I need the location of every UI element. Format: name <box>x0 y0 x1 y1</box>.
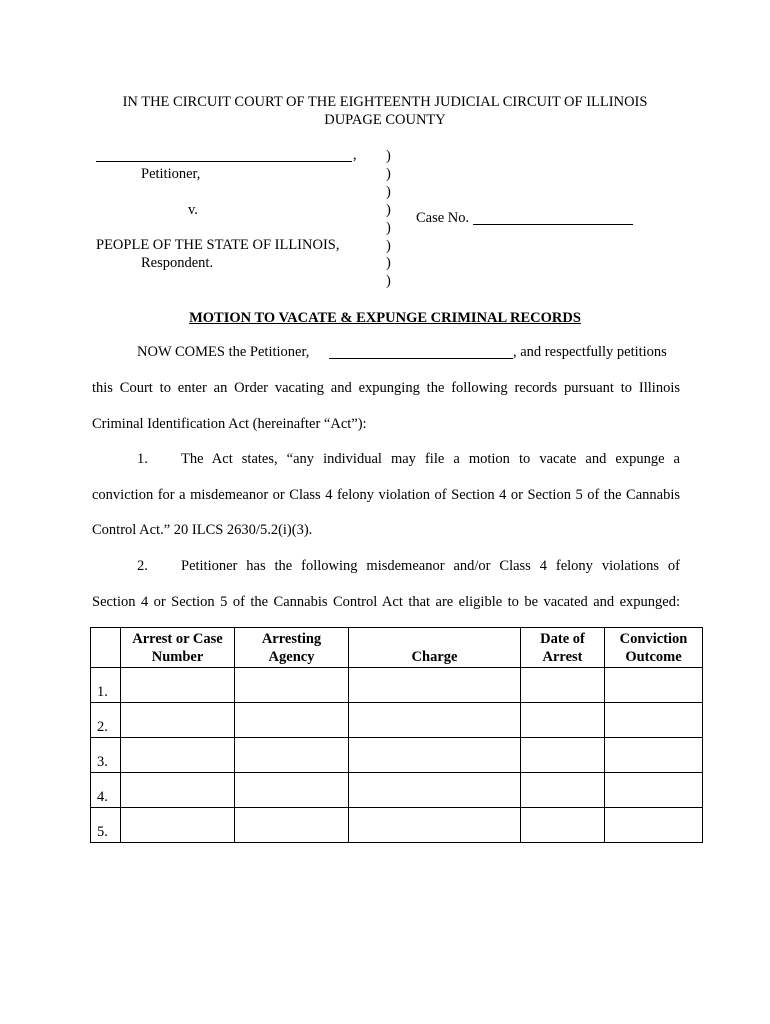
case-number-label: Case No. <box>416 210 470 226</box>
row-number: 3. <box>91 738 121 773</box>
row-number: 4. <box>91 773 121 808</box>
court-heading-county: DUPAGE COUNTY <box>324 112 446 128</box>
intro-end-text: , and respectfully petitions <box>513 344 667 360</box>
table-row <box>91 773 703 808</box>
conviction-outcome-cell[interactable] <box>605 808 703 843</box>
arrest-case-number-cell[interactable] <box>121 773 235 808</box>
row-number: 1. <box>91 668 121 703</box>
table-header-row <box>91 628 703 668</box>
intro-line-2: this Court to enter an Order vacating and expunging the following records pursuant to Illinois <box>92 380 680 396</box>
table-row <box>91 808 703 843</box>
row-number: 5. <box>91 808 121 843</box>
conviction-outcome-cell[interactable] <box>605 738 703 773</box>
header-charge: Charge <box>349 628 521 668</box>
versus-label: v. <box>188 202 198 218</box>
paragraph-1-line-2: conviction for a misdemeanor or Class 4 felony violation of Section 4 or Section 5 of the Cannabis <box>92 487 680 503</box>
caption-paren: ) <box>386 165 391 182</box>
caption-paren: ) <box>386 237 391 254</box>
date-of-arrest-cell[interactable] <box>521 773 605 808</box>
petitioner-comma: , <box>353 147 357 163</box>
row-number: 2. <box>91 703 121 738</box>
charge-cell[interactable] <box>349 703 521 738</box>
court-heading-line1: IN THE CIRCUIT COURT OF THE EIGHTEENTH JUDICIAL CIRCUIT OF ILLINOIS <box>122 94 648 110</box>
caption-paren: ) <box>386 255 391 272</box>
paragraph-2-line-1: Petitioner has the following misdemeanor and/or Class 4 felony violations of <box>181 558 680 574</box>
paragraph-1-number: 1. <box>137 451 148 467</box>
caption-paren: ) <box>386 273 391 290</box>
date-of-arrest-cell[interactable] <box>521 738 605 773</box>
table-row <box>91 703 703 738</box>
arresting-agency-cell[interactable] <box>235 808 349 843</box>
paragraph-1-line-1: The Act states, “any individual may file a motion to vacate and expunge a <box>181 451 680 467</box>
charge-cell[interactable] <box>349 668 521 703</box>
date-of-arrest-cell[interactable] <box>521 703 605 738</box>
arresting-agency-cell[interactable] <box>235 668 349 703</box>
records-table <box>90 627 703 843</box>
arrest-case-number-cell[interactable] <box>121 703 235 738</box>
arrest-case-number-cell[interactable] <box>121 808 235 843</box>
arresting-agency-cell[interactable] <box>235 738 349 773</box>
header-date-of-arrest: Date of Arrest <box>521 628 605 668</box>
table-row <box>91 738 703 773</box>
caption-paren: ) <box>386 148 391 164</box>
arrest-case-number-cell[interactable] <box>121 738 235 773</box>
caption-paren: ) <box>386 183 391 200</box>
intro-start-text: NOW COMES the Petitioner, <box>137 344 310 360</box>
respondent-name: PEOPLE OF THE STATE OF ILLINOIS, <box>96 237 340 253</box>
charge-cell[interactable] <box>349 773 521 808</box>
petitioner-name-blank[interactable] <box>96 161 352 162</box>
motion-title: MOTION TO VACATE & EXPUNGE CRIMINAL RECORDS <box>189 310 581 326</box>
header-row-number <box>91 628 121 668</box>
intro-petitioner-blank[interactable] <box>329 358 513 359</box>
paragraph-1-line-3: Control Act.” 20 ILCS 2630/5.2(i)(3). <box>92 522 313 538</box>
conviction-outcome-cell[interactable] <box>605 773 703 808</box>
paragraph-2-number: 2. <box>137 558 148 574</box>
header-conviction-outcome: Conviction Outcome <box>605 628 703 668</box>
paragraph-2-line-2: Section 4 or Section 5 of the Cannabis Control Act that are eligible to be vacated and expunged: <box>92 594 680 610</box>
header-arresting-agency: Arresting Agency <box>235 628 349 668</box>
intro-line-3: Criminal Identification Act (hereinafter “Act”): <box>92 416 367 432</box>
charge-cell[interactable] <box>349 808 521 843</box>
respondent-label: Respondent. <box>141 255 214 271</box>
case-number-blank[interactable] <box>473 224 633 225</box>
conviction-outcome-cell[interactable] <box>605 668 703 703</box>
arresting-agency-cell[interactable] <box>235 703 349 738</box>
date-of-arrest-cell[interactable] <box>521 668 605 703</box>
charge-cell[interactable] <box>349 738 521 773</box>
petitioner-label: Petitioner, <box>141 166 201 182</box>
header-arrest-case-number: Arrest or Case Number <box>121 628 235 668</box>
table-row <box>91 668 703 703</box>
caption-paren-column <box>386 148 398 291</box>
arresting-agency-cell[interactable] <box>235 773 349 808</box>
caption-paren: ) <box>386 201 391 218</box>
conviction-outcome-cell[interactable] <box>605 703 703 738</box>
arrest-case-number-cell[interactable] <box>121 668 235 703</box>
caption-paren: ) <box>386 219 391 236</box>
date-of-arrest-cell[interactable] <box>521 808 605 843</box>
